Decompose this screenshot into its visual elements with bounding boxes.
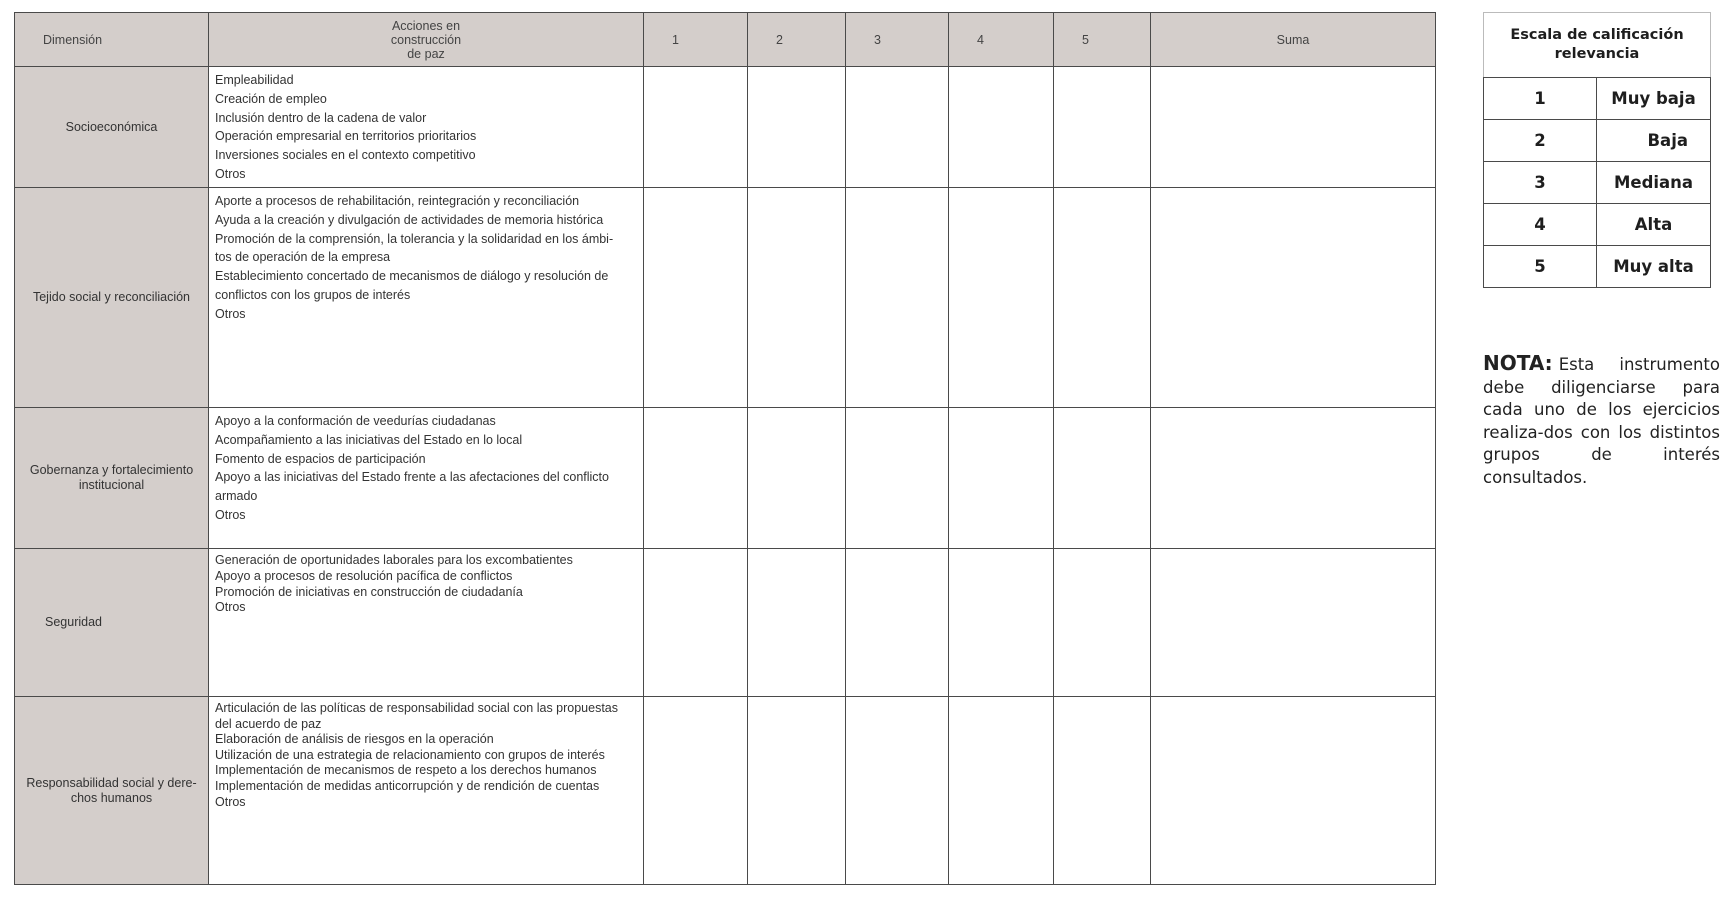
action-item: Articulación de las políticas de responsabilidad social con las propuestas bbox=[215, 701, 619, 715]
sum-cell[interactable] bbox=[1151, 697, 1436, 885]
action-item: conflictos con los grupos de interés bbox=[215, 287, 411, 302]
actions-cell bbox=[209, 67, 644, 188]
scale-value: 2 bbox=[1484, 120, 1597, 162]
score-cell-2[interactable] bbox=[748, 549, 846, 697]
scale-row bbox=[1484, 246, 1711, 288]
action-item: Ayuda a la creación y divulgación de actividades de memoria histórica bbox=[215, 212, 604, 227]
scale-label: Baja bbox=[1597, 120, 1711, 162]
score-cell-3[interactable] bbox=[846, 697, 949, 885]
action-item: Implementación de mecanismos de respeto a los derechos humanos bbox=[215, 763, 597, 778]
scale-title-row bbox=[1484, 13, 1711, 78]
action-item: Implementación de medidas anticorrupción y de rendición de cuentas bbox=[215, 778, 600, 793]
action-item: tos de operación de la empresa bbox=[215, 250, 391, 265]
header-rating-5: 5 bbox=[1054, 13, 1151, 67]
header-rating-4: 4 bbox=[949, 13, 1054, 67]
actions-cell bbox=[209, 188, 644, 408]
note-label: NOTA: bbox=[1483, 351, 1553, 375]
evaluation-table bbox=[14, 12, 1436, 885]
score-cell-4[interactable] bbox=[949, 549, 1054, 697]
action-item: del acuerdo de paz bbox=[215, 716, 322, 731]
action-item: Acompañamiento a las iniciativas del Estado en lo local bbox=[215, 432, 523, 447]
score-cell-3[interactable] bbox=[846, 188, 949, 408]
actions-cell bbox=[209, 549, 644, 697]
header-rating-2: 2 bbox=[748, 13, 846, 67]
score-cell-5[interactable] bbox=[1054, 188, 1151, 408]
score-cell-3[interactable] bbox=[846, 408, 949, 549]
table-row bbox=[15, 549, 1436, 697]
dimension-cell: Seguridad bbox=[15, 549, 209, 697]
dimension-cell: Tejido social y reconciliación bbox=[15, 188, 209, 408]
header-dimension: Dimensión bbox=[15, 13, 209, 67]
dimension-cell: Responsabilidad social y dere-chos humanos bbox=[15, 697, 209, 885]
action-item: Generación de oportunidades laborales para los excombatientes bbox=[215, 553, 573, 567]
action-item: Apoyo a la conformación de veedurías ciudadanas bbox=[215, 414, 496, 428]
scale-value: 1 bbox=[1484, 78, 1597, 120]
rating-scale-table bbox=[1483, 12, 1711, 288]
table-row bbox=[15, 67, 1436, 188]
dimension-cell: Socioeconómica bbox=[15, 67, 209, 188]
header-rating-3: 3 bbox=[846, 13, 949, 67]
action-item: Aporte a procesos de rehabilitación, reintegración y reconciliación bbox=[215, 194, 580, 208]
sum-cell[interactable] bbox=[1151, 408, 1436, 549]
score-cell-5[interactable] bbox=[1054, 549, 1151, 697]
note-text: Esta instrumento debe diligenciarse para cada uno de los ejercicios realiza-dos con los distintos grupos de interés consultados. bbox=[1483, 355, 1720, 487]
table-row bbox=[15, 188, 1436, 408]
actions-cell bbox=[209, 697, 644, 885]
score-cell-5[interactable] bbox=[1054, 408, 1151, 549]
score-cell-2[interactable] bbox=[748, 67, 846, 188]
score-cell-1[interactable] bbox=[644, 188, 748, 408]
action-item: Operación empresarial en territorios prioritarios bbox=[215, 129, 477, 144]
score-cell-4[interactable] bbox=[949, 697, 1054, 885]
scale-value: 3 bbox=[1484, 162, 1597, 204]
scale-label: Mediana bbox=[1597, 162, 1711, 204]
header-sum: Suma bbox=[1151, 13, 1436, 67]
score-cell-2[interactable] bbox=[748, 697, 846, 885]
scale-label: Muy alta bbox=[1597, 246, 1711, 288]
scale-row bbox=[1484, 162, 1711, 204]
action-item: Inclusión dentro de la cadena de valor bbox=[215, 110, 427, 125]
action-item: Otros bbox=[215, 600, 246, 615]
score-cell-3[interactable] bbox=[846, 549, 949, 697]
action-item: Apoyo a las iniciativas del Estado frente a las afectaciones del conflicto bbox=[215, 470, 609, 485]
action-item: Elaboración de análisis de riesgos en la operación bbox=[215, 732, 494, 747]
header-actions bbox=[209, 13, 644, 67]
action-item: Otros bbox=[215, 507, 246, 522]
action-item: Establecimiento concertado de mecanismos de diálogo y resolución de bbox=[215, 269, 609, 284]
header-rating-1: 1 bbox=[644, 13, 748, 67]
scale-row bbox=[1484, 120, 1711, 162]
action-item: Otros bbox=[215, 794, 246, 809]
score-cell-4[interactable] bbox=[949, 408, 1054, 549]
sum-cell[interactable] bbox=[1151, 549, 1436, 697]
table-header-row bbox=[15, 13, 1436, 67]
action-item: Creación de empleo bbox=[215, 91, 327, 106]
score-cell-1[interactable] bbox=[644, 67, 748, 188]
score-cell-5[interactable] bbox=[1054, 67, 1151, 188]
scale-label: Muy baja bbox=[1597, 78, 1711, 120]
score-cell-1[interactable] bbox=[644, 549, 748, 697]
action-item: Empleabilidad bbox=[215, 73, 294, 87]
dimension-cell: Gobernanza y fortalecimiento institucional bbox=[15, 408, 209, 549]
score-cell-2[interactable] bbox=[748, 408, 846, 549]
table-row bbox=[15, 408, 1436, 549]
score-cell-1[interactable] bbox=[644, 408, 748, 549]
scale-label: Alta bbox=[1597, 204, 1711, 246]
action-item: Promoción de la comprensión, la tolerancia y la solidaridad en los ámbi- bbox=[215, 231, 614, 246]
score-cell-4[interactable] bbox=[949, 188, 1054, 408]
header-actions-line: de paz bbox=[407, 46, 445, 61]
sum-cell[interactable] bbox=[1151, 67, 1436, 188]
score-cell-1[interactable] bbox=[644, 697, 748, 885]
score-cell-5[interactable] bbox=[1054, 697, 1151, 885]
action-item: Utilización de una estrategia de relacionamiento con grupos de interés bbox=[215, 747, 605, 762]
action-item: Inversiones sociales en el contexto competitivo bbox=[215, 148, 476, 163]
score-cell-4[interactable] bbox=[949, 67, 1054, 188]
action-item: Otros bbox=[215, 166, 246, 181]
scale-row bbox=[1484, 78, 1711, 120]
actions-cell bbox=[209, 408, 644, 549]
action-item: Promoción de iniciativas en construcción de ciudadanía bbox=[215, 584, 523, 599]
action-item: Otros bbox=[215, 306, 246, 321]
header-actions-line: construcción bbox=[390, 32, 462, 47]
action-item: Apoyo a procesos de resolución pacífica de conflictos bbox=[215, 568, 513, 583]
note-block bbox=[1483, 352, 1720, 489]
score-cell-3[interactable] bbox=[846, 67, 949, 188]
scale-value: 4 bbox=[1484, 204, 1597, 246]
scale-value: 5 bbox=[1484, 246, 1597, 288]
header-actions-line: Acciones en bbox=[391, 18, 461, 33]
sum-cell[interactable] bbox=[1151, 188, 1436, 408]
table-row bbox=[15, 697, 1436, 885]
action-item: armado bbox=[215, 489, 258, 504]
action-item: Fomento de espacios de participación bbox=[215, 451, 426, 466]
score-cell-2[interactable] bbox=[748, 188, 846, 408]
scale-row bbox=[1484, 204, 1711, 246]
scale-title: Escala de calificación relevancia bbox=[1484, 13, 1711, 78]
